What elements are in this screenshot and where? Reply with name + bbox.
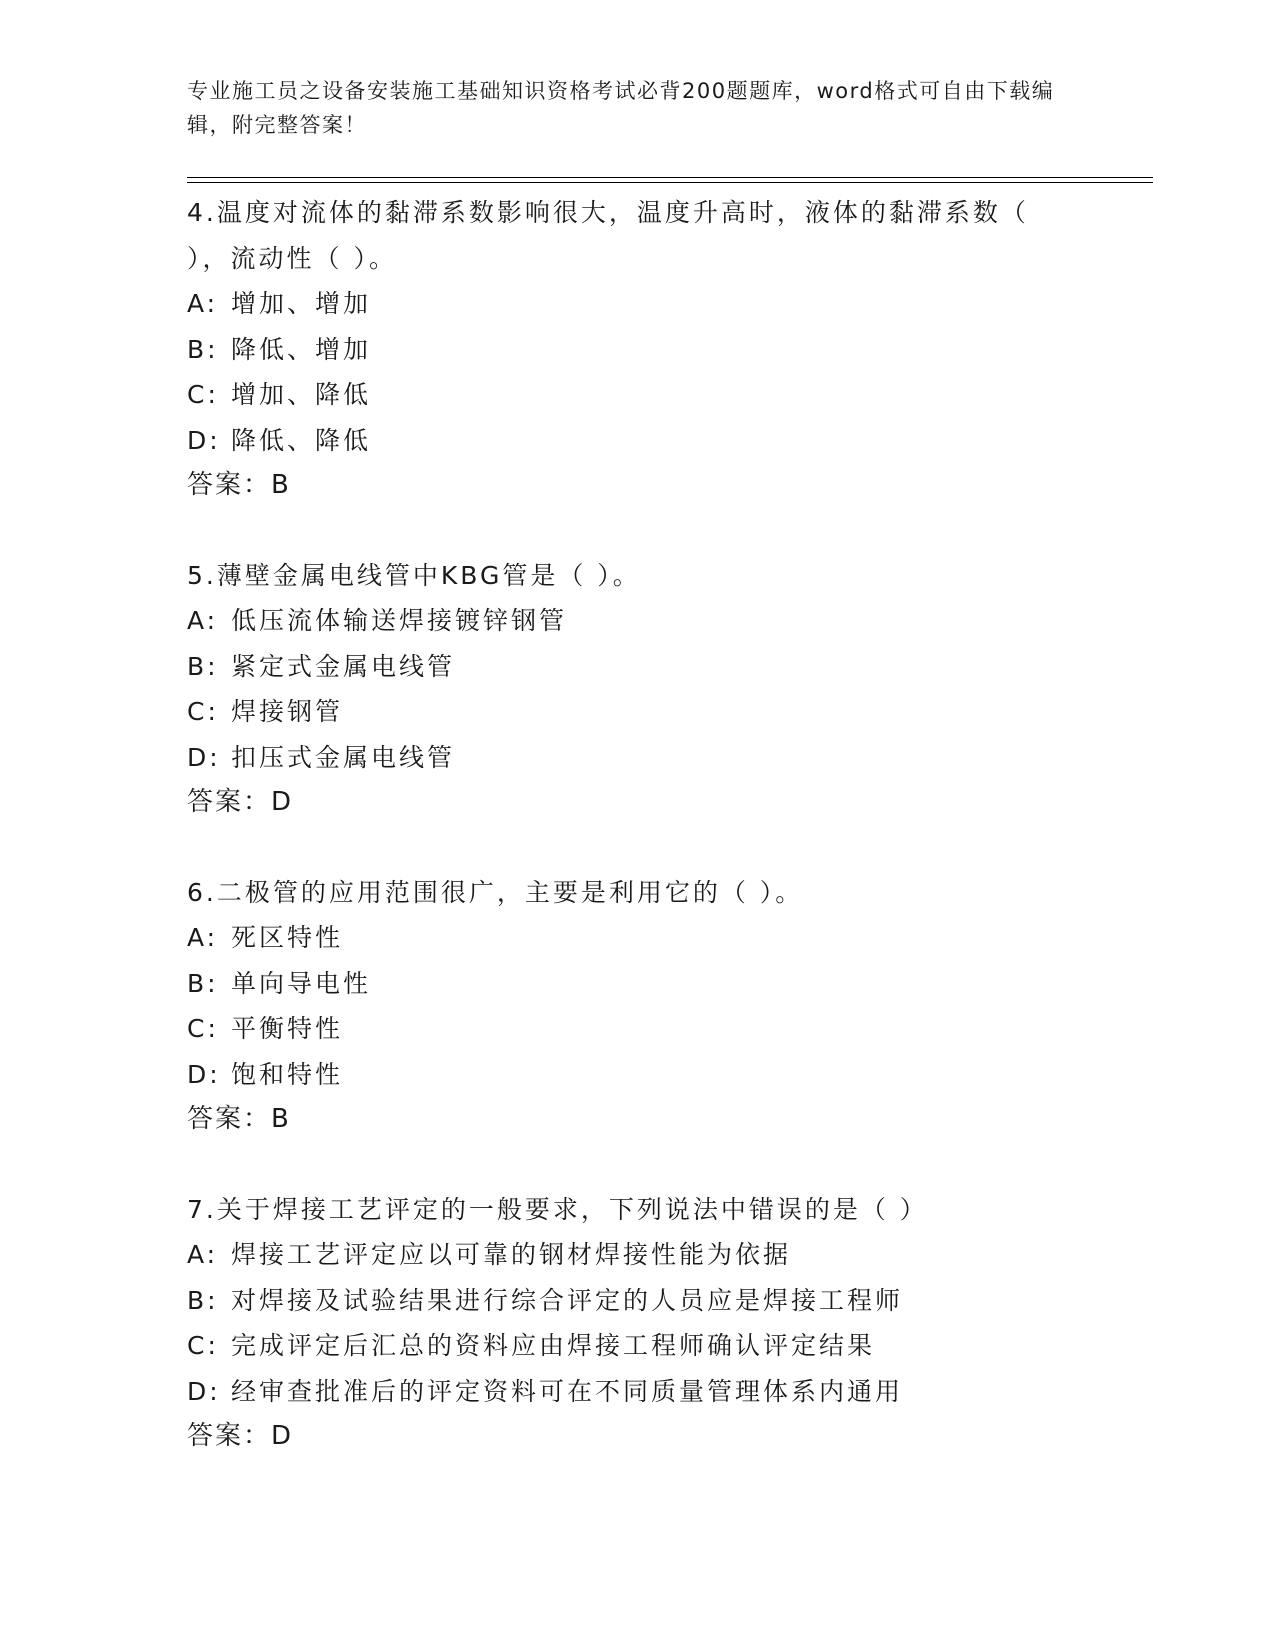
option-letter: C: <box>187 697 219 726</box>
option-a <box>187 598 1087 644</box>
option-d <box>187 1369 1087 1415</box>
question-stem: 7.关于焊接工艺评定的一般要求，下列说法中错误的是（ ） <box>187 1194 928 1224</box>
question-6 <box>187 870 1087 1143</box>
answer-text: 答案：D <box>187 787 294 817</box>
option-text: 经审查批准后的评定资料可在不同质量管理体系内通用 <box>231 1376 904 1406</box>
question-7 <box>187 1187 1087 1460</box>
option-letter: D: <box>187 742 221 772</box>
option-text: 增加、降低 <box>231 380 372 409</box>
option-letter: C: <box>187 380 219 409</box>
option-text: 饱和特性 <box>231 1059 344 1089</box>
option-letter: B: <box>187 1285 219 1315</box>
answer-text: 答案：B <box>187 470 291 500</box>
question-stem-continued: ），流动性（ ）。 <box>187 243 397 273</box>
option-text: 对焊接及试验结果进行综合评定的人员应是焊接工程师 <box>231 1285 904 1315</box>
option-d <box>187 418 1087 464</box>
option-c <box>187 1323 1087 1369</box>
header-divider-top <box>187 177 1153 178</box>
option-text: 死区特性 <box>231 923 344 952</box>
option-text: 焊接钢管 <box>231 697 344 726</box>
option-letter: A: <box>187 1240 219 1269</box>
document-header: 专业施工员之设备安装施工基础知识资格考试必背200题题库，word格式可自由下载编辑，附完整答案！ <box>187 79 1055 137</box>
option-text: 焊接工艺评定应以可靠的钢材焊接性能为依据 <box>231 1240 792 1269</box>
option-a <box>187 1232 1087 1278</box>
option-a <box>187 915 1087 961</box>
option-text: 扣压式金属电线管 <box>231 742 456 772</box>
option-text: 紧定式金属电线管 <box>231 651 456 681</box>
option-b <box>187 961 1087 1007</box>
option-letter: B: <box>187 651 219 681</box>
option-d <box>187 1052 1087 1098</box>
option-c <box>187 1006 1087 1052</box>
question-stem: 4.温度对流体的黏滞系数影响很大，温度升高时，液体的黏滞系数（ <box>187 198 1029 227</box>
option-b <box>187 644 1087 690</box>
option-letter: C: <box>187 1331 219 1360</box>
option-letter: C: <box>187 1014 219 1043</box>
question-stem: 6.二极管的应用范围很广，主要是利用它的（ ）。 <box>187 877 804 907</box>
answer-text: 答案：D <box>187 1421 294 1451</box>
option-letter: D: <box>187 1376 221 1406</box>
option-text: 完成评定后汇总的资料应由焊接工程师确认评定结果 <box>231 1331 876 1360</box>
option-letter: B: <box>187 968 219 998</box>
question-5 <box>187 553 1087 826</box>
question-4 <box>187 190 1087 509</box>
option-letter: A: <box>187 606 219 635</box>
option-b <box>187 1278 1087 1324</box>
option-letter: A: <box>187 923 219 952</box>
question-stem: 5.薄壁金属电线管中KBG管是（ ）。 <box>187 560 641 590</box>
answer-text: 答案：B <box>187 1104 291 1134</box>
question-list <box>187 190 1087 1504</box>
option-c <box>187 689 1087 735</box>
option-text: 降低、降低 <box>231 425 372 455</box>
option-a <box>187 281 1087 327</box>
option-text: 平衡特性 <box>231 1014 344 1043</box>
option-d <box>187 735 1087 781</box>
option-c <box>187 372 1087 418</box>
option-text: 增加、增加 <box>231 289 372 318</box>
option-letter: D: <box>187 1059 221 1089</box>
option-b <box>187 327 1087 373</box>
header-divider-bottom <box>187 182 1153 183</box>
option-letter: B: <box>187 334 219 364</box>
option-letter: D: <box>187 425 221 455</box>
option-text: 降低、增加 <box>231 334 372 364</box>
option-letter: A: <box>187 289 219 318</box>
option-text: 低压流体输送焊接镀锌钢管 <box>231 606 568 635</box>
option-text: 单向导电性 <box>231 968 372 998</box>
